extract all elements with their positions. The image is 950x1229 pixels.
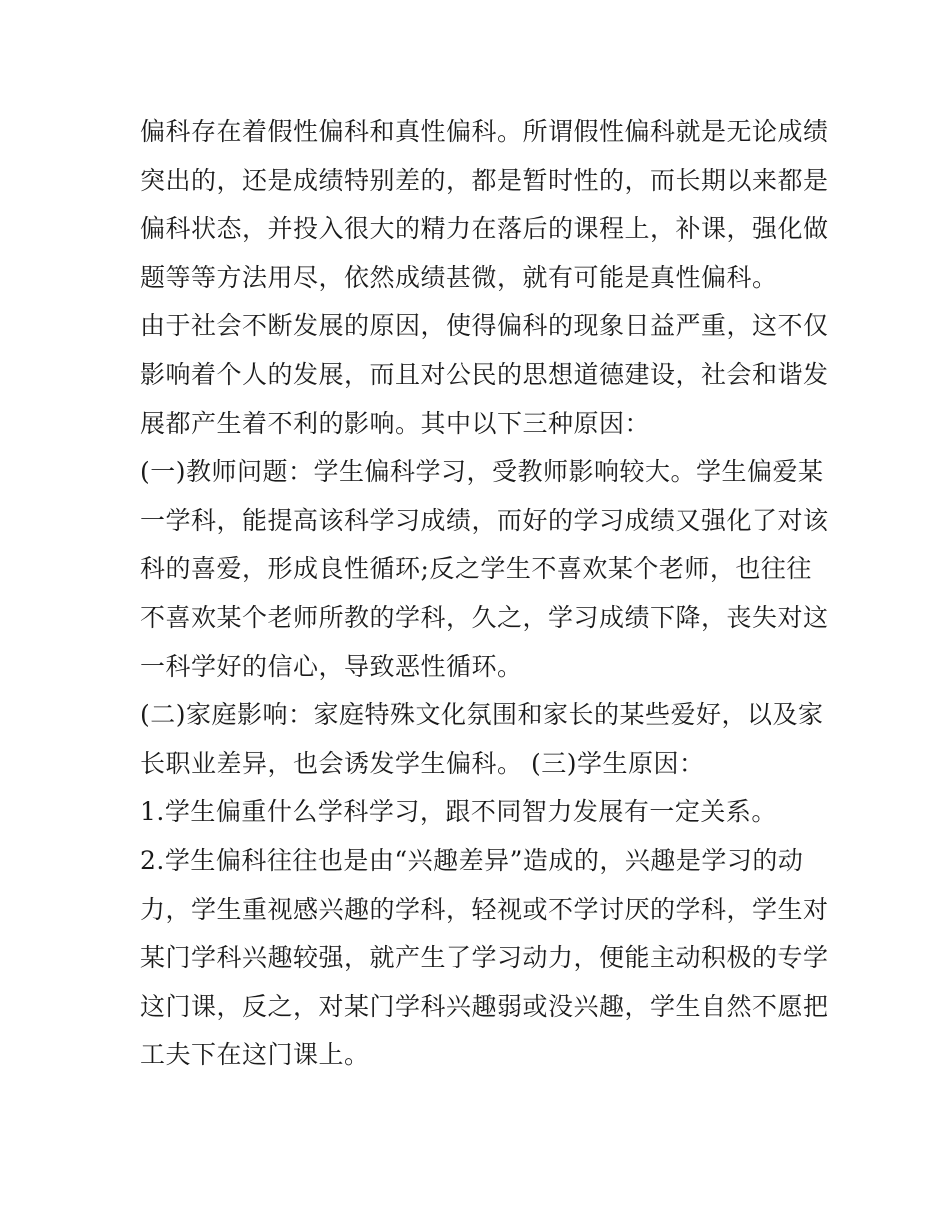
text-line: 长职业差异，也会诱发学生偏科。 (三)学生原因：: [140, 748, 705, 778]
text-line: 科的喜爱，形成良性循环;反之学生不喜欢某个老师，也往往: [140, 554, 812, 584]
text-line: (二)家庭影响：家庭特殊文化氛围和家长的某些爱好，以及家: [140, 700, 824, 730]
text-line: 不喜欢某个老师所教的学科，久之，学习成绩下降，丧失对这: [140, 602, 829, 632]
text-line: 由于社会不断发展的原因，使得偏科的现象日益严重，这不仅: [140, 311, 829, 341]
text-line: 工夫下在这门课上。: [140, 1040, 370, 1070]
text-line: 偏科存在着假性偏科和真性偏科。所谓假性偏科就是无论成绩: [140, 117, 829, 146]
text-line: 2.学生偏科往往也是由“兴趣差异”造成的，兴趣是学习的动: [140, 845, 804, 875]
text-line: 某门学科兴趣较强，就产生了学习动力，便能主动积极的专学: [140, 943, 829, 973]
text-line: 一科学好的信心，导致恶性循环。: [140, 651, 523, 681]
text-line: 突出的，还是成绩特别差的，都是暂时性的，而长期以来都是: [140, 165, 829, 195]
text-line: (一)教师问题：学生偏科学习，受教师影响较大。学生偏爱某: [140, 457, 824, 487]
text-line: 影响着个人的发展，而且对公民的思想道德建设，社会和谐发: [140, 359, 829, 389]
text-line: 力，学生重视感兴趣的学科，轻视或不学讨厌的学科，学生对: [140, 894, 829, 924]
body-text: [140, 108, 829, 1080]
text-line: 这门课，反之，对某门学科兴趣弱或没兴趣，学生自然不愿把: [140, 991, 829, 1021]
text-line: 展都产生着不利的影响。其中以下三种原因：: [140, 408, 651, 438]
text-line: 一学科，能提高该科学习成绩，而好的学习成绩又强化了对该: [140, 505, 829, 535]
text-line: 1.学生偏重什么学科学习，跟不同智力发展有一定关系。: [140, 797, 777, 827]
text-line: 题等等方法用尽，依然成绩甚微，就有可能是真性偏科。: [140, 262, 778, 292]
text-line: 偏科状态，并投入很大的精力在落后的课程上，补课，强化做: [140, 214, 829, 244]
